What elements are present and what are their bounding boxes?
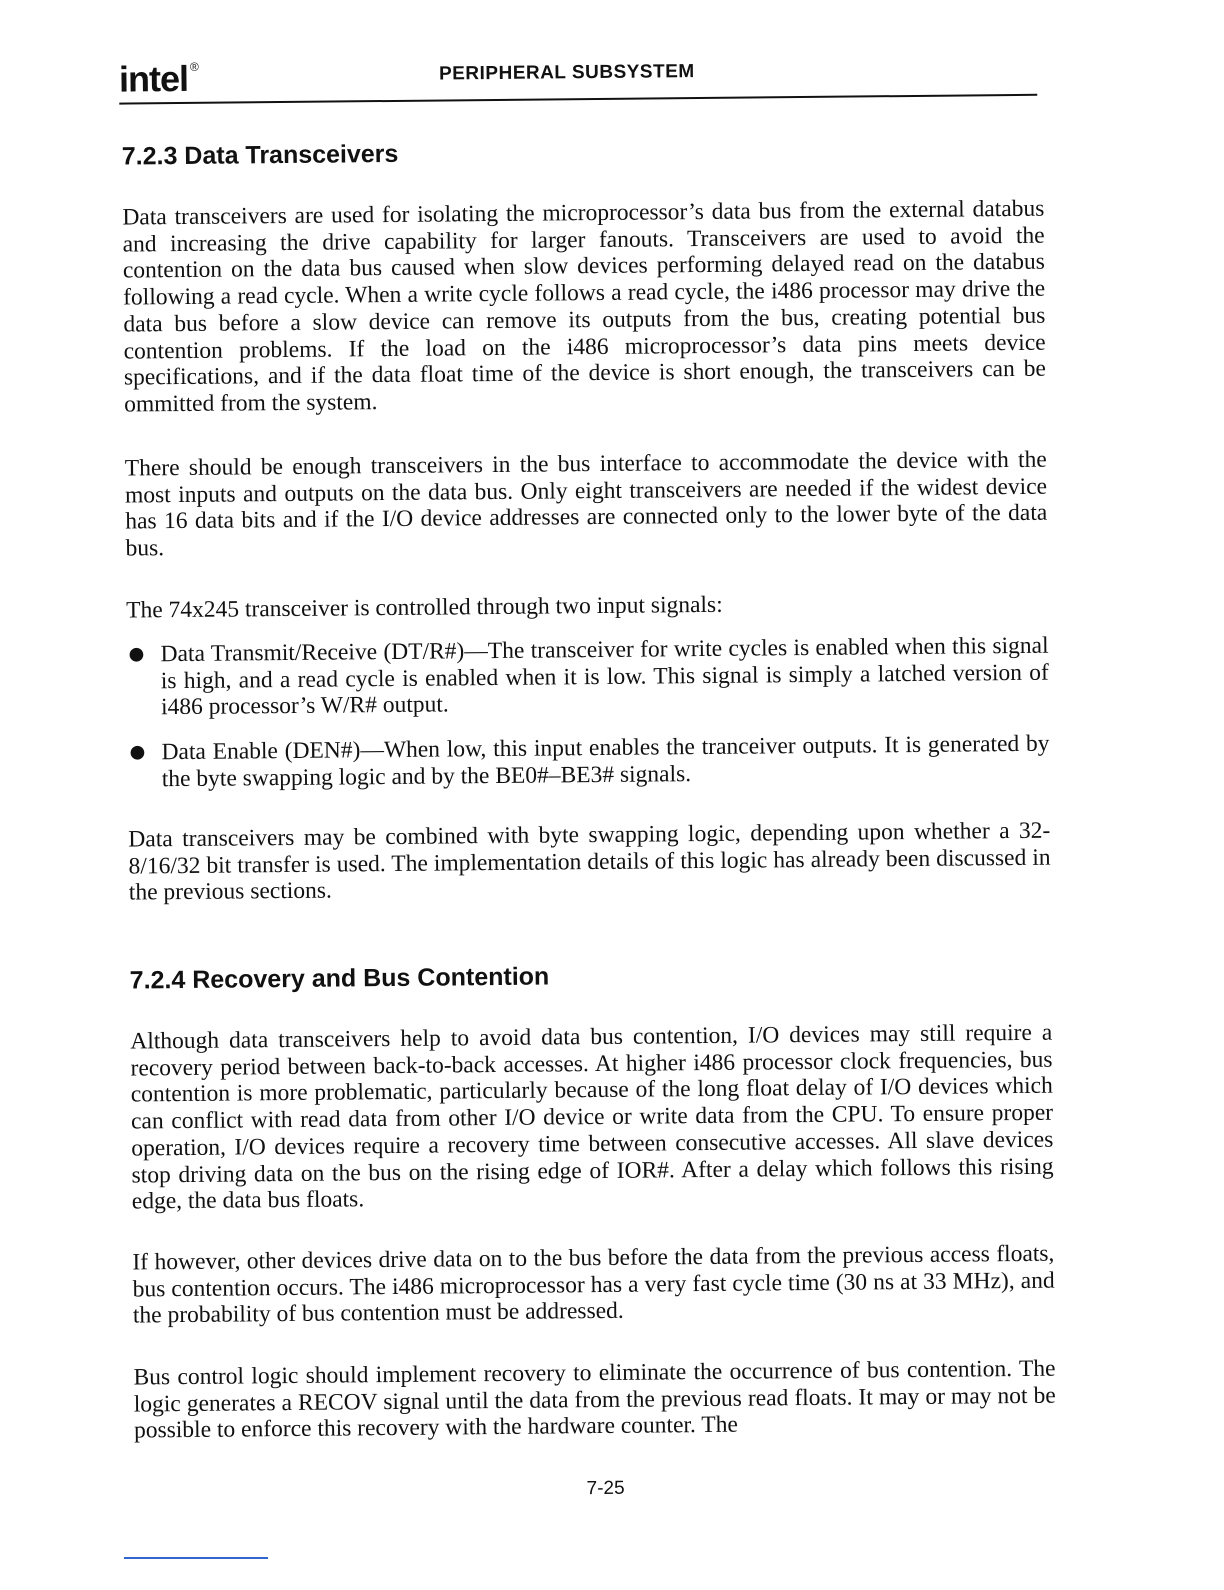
footer-rule xyxy=(124,1557,268,1559)
paragraph-byte-swapping: Data transceivers may be combined with byte swapping logic, depending upon whether a 32-8/16/32 bit transfer is used. The implementation details of this logic has already been discussed in the previous sections. xyxy=(128,817,1051,906)
list-item xyxy=(127,731,1049,793)
page-number: 7-25 xyxy=(586,1477,625,1500)
intel-logo xyxy=(119,58,198,101)
bullet-den-text: Data Enable (DEN#)—When low, this input enables the tranceiver outputs. It is generated by the byte swapping logic and by the BE0#–BE3# signals. xyxy=(161,730,1050,793)
registered-mark: ® xyxy=(189,59,198,74)
paragraph-recovery-period: Although data transceivers help to avoid data bus contention, I/O devices may still require a recovery period between back-to-back accesses. At higher i486 processor clock frequencies, bus contention is more problematic, particularly because of the long float delay of I/O devices which can conflict with read data from other I/O device or write data from the CPU. To ensure proper operation, I/O devices require a recovery time between consecutive accesses. All slave devices stop driving data on the bus on the rising edge of IOR#. After a delay which follows this rising edge, the data bus floats. xyxy=(130,1019,1054,1215)
header-title: PERIPHERAL SUBSYSTEM xyxy=(438,61,695,85)
section-heading-7-2-3: 7.2.3 Data Transceivers xyxy=(121,139,399,171)
intel-logo-text: intel xyxy=(118,57,189,100)
bullet-icon: ● xyxy=(129,741,146,763)
paragraph-bus-contention: If however, other devices drive data on to the bus before the data from the previous access floats, bus contention occurs. The i486 microprocessor has a very fast cycle time (30 ns at 33 MHz), and the probability of bus contention must be addressed. xyxy=(132,1240,1055,1329)
bullet-dt-r-text: Data Transmit/Receive (DT/R#)—The transceiver for write cycles is enabled when this signal is high, and a read cycle is enabled when it is low. This signal is simply a latched version of i486 processor’s W/R# output. xyxy=(160,632,1049,721)
paragraph-74x245-intro: The 74x245 transceiver is controlled through two input signals: xyxy=(126,591,723,624)
paragraph-transceivers-purpose: Data transceivers are used for isolating the microprocessor’s data bus from the external databus and increasing the drive capability for larger fanouts. Transceivers are used to avoid the contention on the data bus caused when slow devices performing delayed read on the databus following a read cycle. When a write cycle follows a read cycle, the i486 processor may drive the data bus before a slow device can remove its outputs from the bus, creating potential bus contention problems. If the load on the i486 microprocessor’s data pins meets device specifications, and if the data float time of the device is short enough, the transceivers can be ommitted from the system. xyxy=(122,195,1047,418)
control-signal-list xyxy=(126,633,1050,811)
section-heading-7-2-4: 7.2.4 Recovery and Bus Contention xyxy=(129,962,550,995)
paragraph-transceiver-count: There should be enough transceivers in the bus interface to accommodate the device with the most inputs and outputs on the data bus. Only eight transceivers are needed if the widest device has 16 data bits and if the I/O device addresses are connected only to the lower byte of the data bus. xyxy=(124,446,1048,562)
paragraph-bus-control-logic: Bus control logic should implement recovery to eliminate the occurrence of bus contention. The logic generates a RECOV signal until the data from the previous read floats. It may or may not be possible to enforce this recovery with the hardware counter. The xyxy=(133,1355,1056,1444)
bullet-icon: ● xyxy=(128,643,145,665)
list-item xyxy=(126,633,1049,722)
page-header xyxy=(119,46,1037,105)
